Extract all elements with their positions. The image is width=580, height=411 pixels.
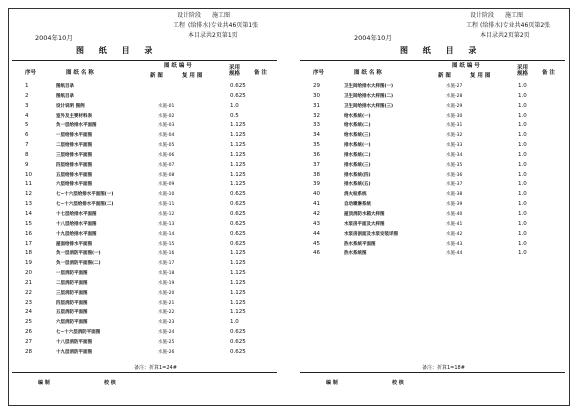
drawing-scale: 1.0 — [518, 201, 527, 208]
drawing-code: 水施-44 — [446, 251, 463, 257]
signature-checked: 校 核 — [104, 380, 116, 386]
drawing-code: 水施-08 — [158, 172, 175, 178]
drawing-code: 水施-27 — [446, 84, 463, 89]
header-sheet-count: (给排水)专业共46页第2张 — [480, 22, 551, 29]
drawing-name: 十八层消防平面图 — [56, 339, 92, 345]
drawing-name: 卫生间给排水大样图(二) — [344, 93, 394, 99]
drawing-code: 水施-15 — [158, 241, 175, 247]
drawing-name: 排水系统(三) — [344, 162, 371, 168]
footer-rule — [300, 372, 565, 373]
table-row — [300, 230, 565, 240]
row-number: 45 — [313, 240, 320, 247]
drawing-code: 水施-22 — [158, 310, 175, 316]
drawing-name: 三层给排水平面图 — [56, 152, 92, 158]
drawing-name: 热水系统图 — [344, 251, 367, 257]
drawing-name: 六层消防平面图 — [56, 320, 88, 326]
table-row — [12, 131, 277, 141]
row-number: 27 — [25, 338, 32, 345]
column-no: 序号 — [25, 70, 37, 76]
row-number: 43 — [313, 220, 320, 227]
table-row — [12, 171, 277, 181]
table-row — [12, 240, 277, 250]
drawing-name: 消火栓系统 — [344, 192, 367, 198]
drawing-scale: 0.625 — [230, 348, 246, 355]
table-row — [300, 180, 565, 190]
drawing-scale: 0.5 — [230, 112, 239, 119]
table-row — [300, 220, 565, 230]
drawing-code: 水施-04 — [158, 133, 175, 139]
row-number: 35 — [313, 142, 320, 149]
drawing-scale: 0.625 — [230, 191, 246, 198]
row-number: 26 — [25, 329, 32, 336]
column-new: 新 图 — [438, 73, 451, 79]
row-number: 12 — [25, 191, 32, 198]
drawing-code: 水施-06 — [158, 152, 175, 158]
table-row — [300, 200, 565, 210]
row-number: 25 — [25, 319, 32, 326]
footer-rule — [12, 372, 277, 373]
table-row — [12, 112, 277, 122]
drawing-scale: 1.125 — [230, 260, 246, 267]
table-row — [12, 220, 277, 230]
drawing-name: 水泵房平面及大样图 — [344, 221, 385, 227]
drawing-scale: 0.625 — [230, 240, 246, 247]
drawing-scale: 1.0 — [518, 171, 527, 178]
table-row — [12, 151, 277, 161]
table-row — [12, 318, 277, 328]
row-number: 31 — [313, 102, 320, 109]
drawing-scale: 0.625 — [230, 329, 246, 336]
drawing-name: 给水系统(一) — [344, 113, 371, 119]
column-code-group: 图 纸 编 号 — [452, 63, 480, 69]
drawing-name: 一层给排水平面图 — [56, 133, 92, 139]
drawing-name: 室外及主要材料表 — [56, 113, 92, 119]
drawing-name: 设计说明 图例 — [56, 103, 85, 109]
drawing-code: 水施-03 — [158, 123, 175, 129]
drawing-scale: 0.625 — [230, 210, 246, 217]
table-row — [300, 141, 565, 151]
header-stage-value: 施工图 — [505, 12, 524, 19]
drawing-scale: 1.0 — [230, 319, 239, 326]
drawing-name: 排水系统(二) — [344, 152, 371, 158]
row-number: 15 — [25, 220, 32, 227]
row-number: 13 — [25, 201, 32, 208]
drawing-code: 水施-32 — [446, 133, 463, 139]
table-row — [12, 338, 277, 348]
column-code-group: 图 纸 编 号 — [164, 63, 192, 69]
drawing-code: 水施-31 — [446, 123, 463, 129]
column-name: 图 纸 名 称 — [66, 70, 94, 76]
drawing-name: 十七层给排水平面图 — [56, 211, 97, 217]
row-number: 18 — [25, 250, 32, 257]
drawing-code: 水施-26 — [158, 349, 175, 355]
column-reuse: 复 用 图 — [470, 73, 491, 79]
row-number: 4 — [25, 112, 29, 119]
drawing-scale: 1.0 — [518, 83, 527, 89]
table-row — [12, 92, 277, 102]
catalog-date: 2004年10月 — [354, 34, 392, 42]
header-rule — [300, 60, 565, 61]
row-number: 39 — [313, 181, 320, 188]
drawing-scale: 0.625 — [230, 230, 246, 237]
table-row — [12, 269, 277, 279]
row-number: 38 — [313, 171, 320, 178]
table-row — [300, 112, 565, 122]
row-number: 22 — [25, 289, 32, 296]
row-number: 6 — [25, 132, 29, 139]
table-row — [300, 102, 565, 112]
drawing-scale: 1.0 — [518, 142, 527, 149]
row-number: 3 — [25, 102, 29, 109]
drawing-scale: 1.0 — [518, 102, 527, 109]
drawing-code: 水施-23 — [158, 320, 175, 326]
drawing-name: 二层消防平面图 — [56, 280, 88, 286]
row-number: 34 — [313, 132, 320, 139]
row-number: 42 — [313, 210, 320, 217]
drawing-scale: 1.125 — [230, 142, 246, 149]
drawing-code: 水施-42 — [446, 231, 463, 237]
table-row — [12, 328, 277, 338]
table-row — [12, 102, 277, 112]
table-row — [12, 299, 277, 309]
drawing-name: 一层消防平面图 — [56, 271, 88, 277]
drawing-scale: 1.0 — [518, 122, 527, 129]
row-number: 16 — [25, 230, 32, 237]
drawing-scale: 1.0 — [518, 220, 527, 227]
catalog-footer-note: 备注：折算1=18# — [422, 365, 465, 371]
drawing-name: 五层消防平面图 — [56, 310, 88, 316]
drawing-scale: 1.0 — [518, 250, 527, 257]
column-remark: 备 注 — [254, 70, 267, 76]
table-row — [12, 82, 277, 92]
drawing-scale: 1.0 — [518, 210, 527, 217]
drawing-name: 自动喷淋系统 — [344, 202, 371, 208]
drawing-name: 热水系统平面图 — [344, 241, 376, 247]
drawing-name: 十八层给排水平面图 — [56, 221, 97, 227]
table-row — [300, 82, 565, 92]
row-number: 10 — [25, 171, 32, 178]
row-number: 44 — [313, 230, 320, 237]
drawing-code: 水施-25 — [158, 339, 175, 345]
table-row — [300, 161, 565, 171]
row-number: 32 — [313, 112, 320, 119]
table-row — [12, 180, 277, 190]
drawing-scale: 1.125 — [230, 122, 246, 129]
drawing-scale: 1.0 — [518, 161, 527, 168]
drawing-scale: 1.0 — [518, 230, 527, 237]
drawing-name: 十九层给排水平面图 — [56, 231, 97, 237]
drawing-code: 水施-17 — [158, 261, 175, 267]
drawing-scale: 1.125 — [230, 299, 246, 306]
column-reuse: 复 用 图 — [182, 73, 203, 79]
drawing-name: 七~十六层消防平面图 — [56, 330, 101, 336]
table-row — [12, 161, 277, 171]
header-rule — [12, 60, 277, 61]
row-number: 30 — [313, 92, 320, 99]
drawing-code: 水施-01 — [158, 103, 175, 109]
row-number: 36 — [313, 151, 320, 158]
drawing-scale: 1.0 — [518, 112, 527, 119]
header-sheet-count: (给排水)专业共46页第1张 — [188, 22, 259, 29]
drawing-name: 四层给排水平面图 — [56, 162, 92, 168]
row-number: 46 — [313, 250, 320, 257]
drawing-name: 排水系统(一) — [344, 143, 371, 149]
row-number: 14 — [25, 210, 32, 217]
table-row — [12, 249, 277, 259]
header-stage-label: 设计阶段 — [177, 12, 202, 19]
table-row — [12, 230, 277, 240]
drawing-code: 水施-36 — [446, 172, 463, 178]
drawing-code: 水施-34 — [446, 152, 463, 158]
drawing-code: 水施-02 — [158, 113, 175, 119]
drawing-scale: 1.125 — [230, 151, 246, 158]
drawing-code: 水施-12 — [158, 211, 175, 217]
drawing-code: 水施-11 — [158, 202, 175, 208]
drawing-scale: 0.625 — [230, 220, 246, 227]
row-number: 17 — [25, 240, 32, 247]
table-row — [300, 240, 565, 250]
column-remark: 备 注 — [542, 70, 555, 76]
header-page-count: 本目录共2页第2页 — [480, 32, 530, 39]
row-number: 11 — [25, 181, 32, 188]
table-row — [300, 151, 565, 161]
drawing-name: 排水系统(四) — [344, 172, 371, 178]
row-number: 37 — [313, 161, 320, 168]
drawing-code: 水施-24 — [158, 330, 175, 336]
drawing-name: 卫生间给排水大样图(三) — [344, 103, 394, 109]
drawing-scale: 1.0 — [230, 102, 239, 109]
drawing-scale: 1.0 — [518, 191, 527, 198]
row-number: 23 — [25, 299, 32, 306]
row-number: 20 — [25, 270, 32, 277]
drawing-name: 负一层消防平面图(一) — [56, 251, 101, 257]
table-row — [300, 210, 565, 220]
drawing-code: 水施-28 — [446, 93, 463, 99]
drawing-code: 水施-38 — [446, 192, 463, 198]
drawing-scale: 1.125 — [230, 289, 246, 296]
drawing-name: 负一层给排水平面图 — [56, 123, 97, 129]
drawing-code: 水施-21 — [158, 300, 175, 306]
signature-compiled: 编 制 — [38, 380, 50, 386]
catalog-title: 图 纸 目 录 — [400, 46, 483, 55]
drawing-code: 水施-14 — [158, 231, 175, 237]
drawing-name: 图纸目录 — [56, 84, 74, 89]
row-number: 5 — [25, 122, 29, 129]
drawing-code: 水施-07 — [158, 162, 175, 168]
drawing-name: 五层给排水平面图 — [56, 172, 92, 178]
header-page-count: 本目录共2页第1页 — [188, 32, 238, 39]
drawing-scale: 1.125 — [230, 161, 246, 168]
drawing-scale: 0.625 — [230, 83, 246, 89]
drawing-scale: 0.625 — [230, 92, 246, 99]
column-scale: 采用规格 — [229, 65, 241, 77]
drawing-code: 水施-20 — [158, 290, 175, 296]
table-row — [12, 200, 277, 210]
catalog-title: 图 纸 目 录 — [76, 46, 159, 55]
signature-compiled: 编 制 — [326, 380, 338, 386]
drawing-code: 水施-05 — [158, 143, 175, 149]
drawing-code: 水施-37 — [446, 182, 463, 188]
drawing-code: 水施-19 — [158, 280, 175, 286]
drawing-code: 水施-29 — [446, 103, 463, 109]
table-row — [300, 92, 565, 102]
drawing-code: 水施-43 — [446, 241, 463, 247]
drawing-name: 给水系统(二) — [344, 123, 371, 129]
header-project-label: 工程 — [173, 22, 186, 29]
signature-checked: 校 核 — [392, 380, 404, 386]
drawing-name: 屋面给排水平面图 — [56, 241, 92, 247]
drawing-code: 水施-09 — [158, 182, 175, 188]
table-row — [12, 289, 277, 299]
row-number: 7 — [25, 142, 29, 149]
table-row — [12, 190, 277, 200]
drawing-code: 水施-39 — [446, 202, 463, 208]
table-row — [300, 190, 565, 200]
drawing-scale: 1.0 — [518, 181, 527, 188]
row-number: 28 — [25, 348, 32, 355]
table-row — [12, 348, 277, 358]
table-row — [12, 259, 277, 269]
drawing-name: 卫生间给排水大样图(一) — [344, 84, 394, 89]
drawing-code: 水施-41 — [446, 221, 463, 227]
drawing-scale: 1.0 — [518, 151, 527, 158]
table-row — [12, 210, 277, 220]
row-number: 2 — [25, 92, 29, 99]
column-no: 序号 — [313, 70, 325, 76]
drawing-code: 水施-35 — [446, 162, 463, 168]
drawing-code: 水施-33 — [446, 143, 463, 149]
drawing-code: 水施-13 — [158, 221, 175, 227]
row-number: 9 — [25, 161, 29, 168]
drawing-scale: 1.125 — [230, 279, 246, 286]
column-scale: 采用规格 — [517, 65, 529, 77]
drawing-scale: 1.0 — [518, 132, 527, 139]
row-number: 1 — [25, 83, 29, 89]
drawing-scale: 1.125 — [230, 181, 246, 188]
row-number: 40 — [313, 191, 320, 198]
drawing-code: 水施-18 — [158, 271, 175, 277]
drawing-scale: 1.125 — [230, 171, 246, 178]
drawing-code: 水施-30 — [446, 113, 463, 119]
drawing-name: 七~十六层给排水平面图(一) — [56, 192, 114, 198]
drawing-scale: 0.625 — [230, 338, 246, 345]
table-row — [300, 131, 565, 141]
drawing-name: 屋顶消防水箱大样图 — [344, 211, 385, 217]
table-row — [12, 308, 277, 318]
drawing-code: 水施-16 — [158, 251, 175, 257]
drawing-code: 水施-10 — [158, 192, 175, 198]
drawing-scale: 0.625 — [230, 201, 246, 208]
row-number: 21 — [25, 279, 32, 286]
row-number: 24 — [25, 309, 32, 316]
table-row — [12, 141, 277, 151]
catalog-date: 2004年10月 — [35, 34, 73, 42]
row-number: 41 — [313, 201, 320, 208]
drawing-name: 十九层消防平面图 — [56, 349, 92, 355]
table-row — [300, 121, 565, 131]
drawing-scale: 1.125 — [230, 250, 246, 257]
table-row — [300, 171, 565, 181]
row-number: 19 — [25, 260, 32, 267]
drawing-name: 四层消防平面图 — [56, 300, 88, 306]
header-stage-label: 设计阶段 — [470, 12, 495, 19]
drawing-name: 水泵房剖面及水泵安装详图 — [344, 231, 398, 237]
header-project-label: 工程 — [466, 22, 479, 29]
drawing-name: 三层消防平面图 — [56, 290, 88, 296]
catalog-rows — [12, 82, 277, 358]
column-name: 图 纸 名 称 — [354, 70, 382, 76]
row-number: 33 — [313, 122, 320, 129]
drawing-scale: 1.125 — [230, 270, 246, 277]
drawing-name: 负一层消防平面图(二) — [56, 261, 101, 267]
header-stage-value: 施工图 — [212, 12, 231, 19]
row-number: 8 — [25, 151, 29, 158]
drawing-code: 水施-40 — [446, 211, 463, 217]
table-row — [300, 249, 565, 259]
drawing-name: 图纸目录 — [56, 93, 74, 99]
catalog-footer-note: 备注：折算1=24# — [134, 365, 177, 371]
row-number: 29 — [313, 83, 320, 89]
drawing-scale: 1.0 — [518, 92, 527, 99]
drawing-name: 给水系统(三) — [344, 133, 371, 139]
catalog-sheet-right — [300, 10, 565, 394]
drawing-name: 七~十六层给排水平面图(二) — [56, 202, 114, 208]
catalog-sheet-left — [12, 10, 277, 394]
drawing-scale: 1.0 — [518, 240, 527, 247]
catalog-rows — [300, 82, 565, 259]
drawing-name: 六层给排水平面图 — [56, 182, 92, 188]
column-new: 新 图 — [150, 73, 163, 79]
table-row — [12, 121, 277, 131]
drawing-scale: 1.125 — [230, 132, 246, 139]
drawing-name: 二层给排水平面图 — [56, 143, 92, 149]
table-row — [12, 279, 277, 289]
drawing-scale: 1.125 — [230, 309, 246, 316]
drawing-name: 排水系统(五) — [344, 182, 371, 188]
